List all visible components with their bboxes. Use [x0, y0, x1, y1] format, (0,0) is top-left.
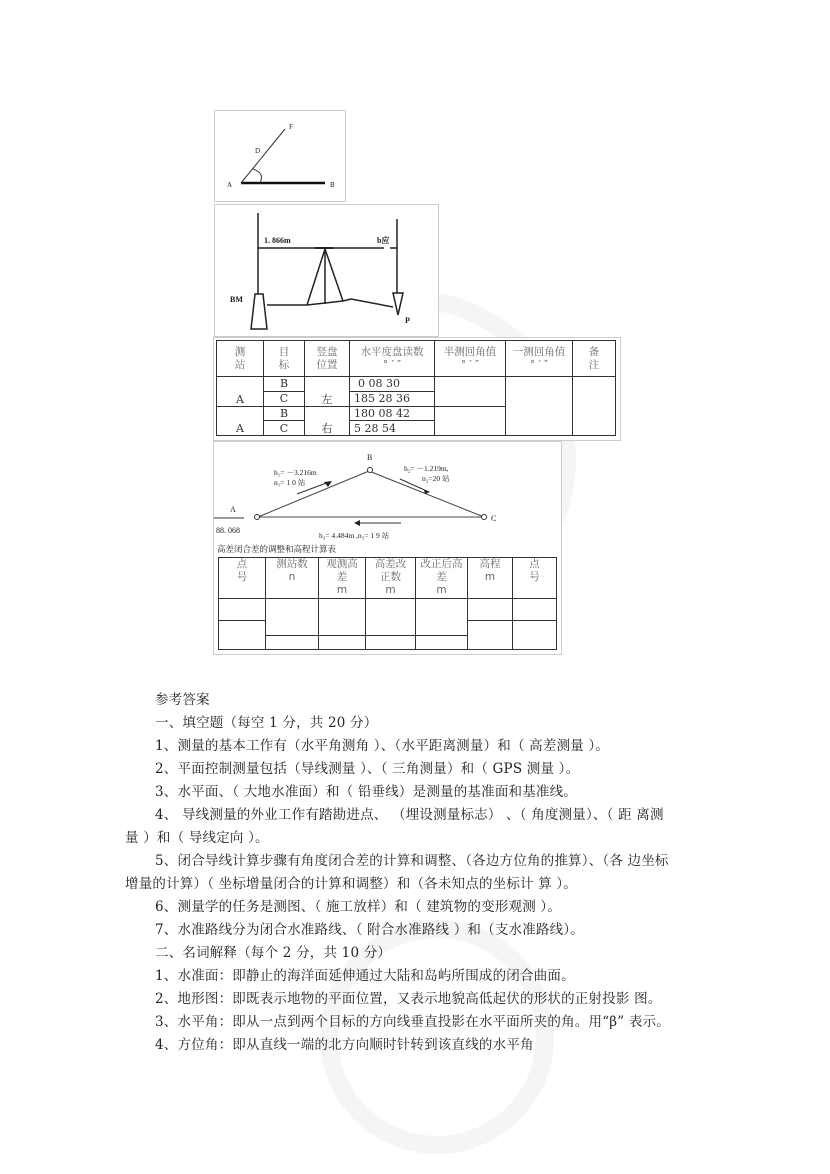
empty-cell: [366, 598, 416, 635]
empty-cell: [416, 635, 468, 649]
bm-label: BM: [230, 295, 243, 304]
empty-cell: [468, 598, 513, 620]
empty-cell: [319, 598, 366, 635]
header-cell: 观测高 差 m: [319, 558, 366, 599]
empty-cell: [219, 621, 266, 650]
label-f: F: [289, 123, 293, 131]
label-a: A: [227, 181, 233, 189]
reading-cell: 0 08 30: [350, 377, 435, 392]
empty-cell: [513, 621, 557, 650]
n1-label: n₁= 1 0 站: [274, 478, 306, 487]
leveling-figure: [214, 204, 439, 337]
answer-line: 4、 导线测量的外业工作有踏勘进点、 （埋设测量标志） 、（ 角度测量）、（ 距 离测: [155, 807, 664, 823]
full-angle-cell: [506, 377, 573, 436]
answer-line: 4、方位角：即从直线一端的北方向顺时针转到该直线的水平角: [155, 1037, 534, 1053]
header-cell: 竖盘 位置: [305, 341, 350, 377]
header-cell: 测站数 n: [266, 558, 319, 599]
half-angle-cell: [435, 406, 506, 436]
h3-label: h₃= 4.484m ,n₃= 1 9 站: [319, 531, 390, 540]
position-cell: 左: [305, 377, 350, 407]
empty-cell: [416, 598, 468, 635]
staff-reading-a: 1. 866m: [264, 236, 291, 245]
section-heading: 二、名词解释（每个 2 分，共 10 分）: [155, 945, 392, 961]
empty-cell: [366, 635, 416, 649]
answer-line: 量 ）和（ 导线定向 ）。: [125, 830, 269, 846]
header-cell: 高差改 正数 m: [366, 558, 416, 599]
empty-cell: [266, 635, 319, 649]
reading-cell: 185 28 36: [350, 391, 435, 406]
header-cell: 点 号: [513, 558, 557, 599]
elevation-a-label: 88. 068: [216, 526, 240, 535]
reading-cell: 180 08 42: [350, 406, 435, 421]
empty-cell: [219, 598, 266, 620]
target-cell: B: [264, 377, 305, 392]
angle-observation-table: [216, 340, 616, 436]
header-cell: 备 注: [573, 341, 616, 377]
point-a-label: A: [230, 505, 236, 514]
answer-line: 1、水准面：即静止的海洋面延伸通过大陆和岛屿所围成的闭合曲面。: [155, 968, 575, 984]
answer-line: 3、水平面、（ 大地水准面）和（ 铅垂线）是测量的基准面和基准线。: [155, 784, 578, 800]
p-label: P: [405, 316, 410, 325]
position-cell: 右: [305, 406, 350, 436]
answer-line: 2、地形图：即既表示地物的平面位置，又表示地貌高低起伏的形状的正射投影 图。: [155, 991, 662, 1007]
label-b: B: [330, 181, 335, 189]
h2-label: h₂= －1.219m,: [404, 464, 449, 473]
answers-title: 参考答案: [155, 692, 210, 708]
leveling-route-figure: [213, 441, 562, 655]
header-cell: 高程 m: [468, 558, 513, 599]
answer-line: 7、水准路线分为闭合水准路线、（ 附合水准路线 ）和（支水准路线）。: [155, 922, 584, 938]
point-b-label: B: [367, 453, 373, 462]
remark-cell: [573, 377, 616, 436]
header-cell: 半测回角值 ° ′ ″: [435, 341, 506, 377]
answer-line: 5、闭合导线计算步骤有角度闭合差的计算和调整、（各边方位角的推算）、（各 边坐标: [155, 853, 669, 869]
station-cell: A: [217, 377, 264, 407]
staff-reading-b: b应: [377, 236, 390, 245]
half-angle-cell: [435, 377, 506, 407]
header-cell: 点 号: [219, 558, 266, 599]
section-heading: 一、填空题（每空 1 分，共 20 分）: [155, 715, 378, 731]
answer-line: 2、平面控制测量包括（导线测量 ）、（ 三角测量）和（ GPS 测量 ）。: [155, 761, 580, 777]
h1-label: h₁= －3.216m: [274, 468, 317, 477]
station-cell: A: [217, 406, 264, 436]
header-cell: 水平度盘读数 ° ′ ″: [350, 341, 435, 377]
answer-line: 增量的计算）（ 坐标增量闭合的计算和调整）和（各未知点的坐标计 算 ）。: [125, 876, 578, 892]
elevation-calculation-table: [218, 557, 557, 650]
point-c-label: C: [491, 514, 497, 523]
reading-cell: 5 28 54: [350, 421, 435, 436]
target-cell: C: [264, 391, 305, 406]
header-cell: 改正后高 差 m: [416, 558, 468, 599]
header-cell: 目 标: [264, 341, 305, 377]
empty-cell: [513, 598, 557, 620]
target-cell: B: [264, 406, 305, 421]
target-cell: C: [264, 421, 305, 436]
empty-cell: [468, 621, 513, 650]
empty-cell: [266, 598, 319, 635]
angle-figure: [214, 110, 346, 202]
empty-cell: [319, 635, 366, 649]
answer-line: 1、测量的基本工作有（水平角测角 ）、（水平距离测量）和（ 高差测量 ）。: [155, 738, 610, 754]
label-d: D: [255, 147, 261, 155]
header-cell: 测 站: [217, 341, 264, 377]
header-cell: 一测回角值 ° ′ ″: [506, 341, 573, 377]
table-title: 高差闭合差的调整和高程计算表: [217, 544, 337, 554]
answer-line: 6、测量学的任务是测图、（ 施工放样）和（ 建筑物的变形观测 ）。: [155, 899, 562, 915]
n2-label: n₂=20 站: [422, 474, 450, 483]
answer-line: 3、水平角：即从一点到两个目标的方向线垂直投影在水平面所夹的角。用“β” 表示。: [155, 1014, 670, 1030]
